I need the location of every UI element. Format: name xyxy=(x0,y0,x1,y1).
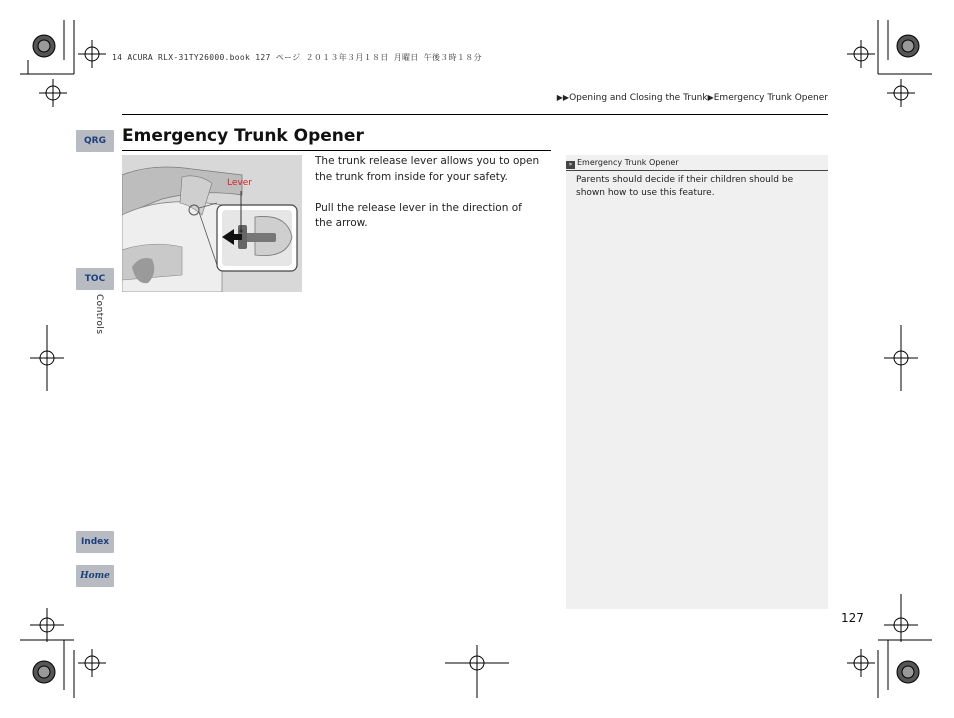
toc-button[interactable]: TOC xyxy=(76,268,114,290)
body-paragraph-2: Pull the release lever in the direction of the arrow. xyxy=(315,201,522,229)
sidebar-note: Parents should decide if their children should be shown how to use this feature. xyxy=(576,175,794,198)
breadcrumb-arrows: ▶▶ xyxy=(556,93,570,102)
index-button[interactable]: Index xyxy=(76,531,114,553)
sidebar-heading-text: Emergency Trunk Opener xyxy=(577,158,679,167)
chapter-label: Controls xyxy=(94,294,104,335)
trunk-lever-illustration xyxy=(122,155,302,292)
header-rule xyxy=(122,114,828,115)
body-paragraph-1: The trunk release lever allows you to open the trunk from inside for your safety. xyxy=(315,155,540,183)
qrg-button[interactable]: QRG xyxy=(76,130,114,152)
lever-callout: Lever xyxy=(227,178,252,188)
breadcrumb-section[interactable]: Opening and Closing the Trunk xyxy=(569,93,708,103)
home-button[interactable]: Home xyxy=(76,565,114,587)
print-header: 14 ACURA RLX-31TY26000.book 127 ページ ２０１３年３月１８日 月曜日 午後３時１８分 xyxy=(112,53,482,62)
notes-sidebar xyxy=(566,155,828,609)
reference-mark-icon: » xyxy=(566,161,575,169)
sidebar-heading xyxy=(566,155,828,171)
breadcrumb xyxy=(557,93,828,103)
chapter-tab xyxy=(90,294,104,340)
title-rule xyxy=(122,150,551,151)
body-text xyxy=(315,154,555,232)
car-trunk-drawing xyxy=(122,155,302,292)
breadcrumb-separator: ▶ xyxy=(707,93,714,102)
breadcrumb-page: Emergency Trunk Opener xyxy=(713,93,828,103)
page-number: 127 xyxy=(841,611,864,625)
page-title: Emergency Trunk Opener xyxy=(122,126,364,146)
